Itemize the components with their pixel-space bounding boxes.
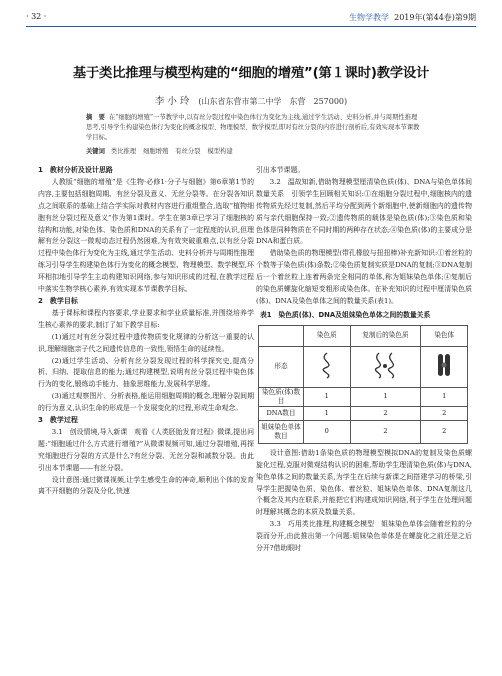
paragraph: 基于课标和课程内容要求,学业要求和学业质量标准,并围绕培养学生核心素养的要求,制订了如下教学目标:: [38, 308, 254, 329]
section-heading: 1 教材分析及设计思路: [38, 166, 113, 174]
author-name: 李小玲: [154, 96, 193, 107]
table-header-row: [259, 325, 468, 346]
journal-info: [349, 12, 476, 23]
goal-item: (3)通过观察图片、分析表格,能运用细胞周期的概念,理解分裂间期的行为意义,认识生命的形成是一个发展变化的过程,形成生命观念。: [38, 392, 254, 413]
journal-issue: 2019年(第44卷)第9期: [394, 13, 476, 22]
table-cell: 1: [304, 387, 351, 406]
abstract-label: 摘 要: [86, 114, 105, 121]
table-cell: 染色质: [304, 325, 351, 346]
keyword: 类比推理: [110, 148, 137, 155]
running-header: [26, 10, 476, 24]
abstract-text: 在“细胞的增殖”一节教学中,以有丝分裂过程中染色体行为变化为主线,通过学生活动、史料分析,并与周期性推理思考,引导学生构建染色体行为变化的概念模型、物理模型、数学模型,即对有丝分裂的内容进行剖析后,有效实现本节课教学目标。: [86, 114, 420, 141]
table-cell: 2: [350, 420, 421, 443]
table-title: 表1 染色质(体)、DNA及姐妹染色单体之间的数量关系: [260, 310, 431, 319]
table-cell: [259, 325, 304, 346]
table-row: [259, 387, 468, 406]
header-divider: [26, 26, 476, 27]
journal-name: 生物学教学: [349, 13, 390, 22]
author-affiliation: (山东省东营市第二中学 东营 257000): [198, 97, 348, 106]
goal-item: (2)通过学生活动、分析有丝分裂发现过程的科学探究史,提高分析、归纳、提取信息的能力;通过构建模型,说明有丝分裂过程中染色体行为的变化,锻炼动手能力、抽象思维能力,发展科学思维。: [38, 356, 254, 389]
keyword: 细胞增殖: [143, 148, 169, 155]
page-number: · 32 ·: [26, 12, 47, 21]
chromosome-diagram: [429, 350, 459, 380]
table-cell: 1: [421, 387, 468, 406]
table-row: [259, 406, 468, 420]
paragraph: 设计意图:通过微课视频,让学生感受生命的神奇,顺利出个体的发育离不开细胞的分裂及分化,快速: [38, 475, 254, 496]
quantity-table: [258, 325, 468, 444]
paragraph: 3.1 创设情境,导入新课 观看《人类胚胎发育过程》微课,提出问题:“细胞通过什么方式进行增殖?”从微课视频可知,通过分裂增殖,再探究细胞进行分裂的方式是什么?有丝分裂、无丝分裂和减数分裂。由此引出本节课题——有丝分裂。: [38, 427, 254, 472]
table-cell: 染色质(体)数目: [259, 387, 304, 406]
table-cell: [304, 346, 351, 387]
keyword: 有丝分裂: [175, 148, 201, 155]
table-cell: 2: [350, 406, 421, 420]
author-line: [0, 93, 502, 107]
table-cell: 形态: [259, 346, 304, 387]
paragraph: 借助染色质的物理模型(带孔橡胶与扭扭棒)补充新知识:①着丝粒的个数等于染色质(体)条数;②染色质复制实质是DNA的复制;③DNA复制后一个着丝粒上连着两条完全相同的单体,称为姐妹染色单体;④复制后的染色质螺旋化缩短变粗形成染色体。在补充知识的过程中厘清染色质(体)、DNA及染色单体之间的数量关系(表1)。: [256, 249, 472, 305]
paragraph: 设计意图:借助1条染色质的物理模型模拟DNA的复制及染色质螺旋化过程,克服对微观结构认识的困难,帮助学生理清染色质(体)与DNA,染色单体之间的数量关系,为学生在后续与新课之间搭建学习的桥梁,引导学生把握染色质、染色体、着丝粒、姐妹染色单体、DNA复制这几个概念及其内在联系,并能把它们构建成知识网络,利于学生在处理问题时理解其概念的本质及数量关系。: [256, 448, 472, 517]
abstract: [86, 113, 422, 143]
table-cell: 复制后的染色质: [350, 325, 421, 346]
table-cell: 染色体: [421, 325, 468, 346]
table-cell: DNA数目: [259, 406, 304, 420]
left-column: [38, 165, 254, 498]
keywords-label: 关键词: [86, 148, 105, 155]
keyword: 模型构建: [207, 148, 233, 155]
article-title: 基于类比推理与模型构建的“细胞的增殖”(第１课时)教学设计: [72, 66, 430, 81]
replicated-chromatin-diagram: [365, 350, 405, 380]
table-cell: 1: [304, 406, 351, 420]
paragraph: 人教版“细胞的增殖”是《生物·必修1·分子与细胞》第6章第1节的内容,主要包括细胞周期、有丝分裂及意义、无丝分裂等。在分裂各知识点之间联系的基础上结合学实际对教材内容进行重组整合,选取“植物细胞有丝分裂过程及意义”作为第1课时。学生在第3章已学习了细胞核的结构和功能,对染色体、染色质和DNA的关系有了一定程度的认识,但理解有丝分裂这一微观动态过程仍然困难,为有效突破重难点,以有丝分裂过程中染色体行为变化为主线,通过学生活动、史料分析并与周期性推理练习引导学生构建染色体行为变化的概念模型、物理模型、数学模型,环环相扣地引导学生主动构建知识网络,参与知识形成的过程,在教学过程中落实生物学核心素养,有效实现本节课教学目标。: [38, 177, 254, 294]
keywords: [86, 146, 422, 155]
table-cell: 1: [350, 387, 421, 406]
table-cell: 2: [421, 420, 468, 443]
table-cell: [421, 346, 468, 387]
right-column: [256, 165, 472, 555]
section-heading: 2 教学目标: [38, 296, 78, 305]
table-row: [259, 346, 468, 387]
table-cell: [350, 346, 421, 387]
table-cell: 0: [304, 420, 351, 443]
chromatin-diagram: [312, 350, 342, 380]
paragraph: 3.3 巧用类比推理,构建概念模型 姐妹染色单体会随着丝粒的分裂而分开,由此推出第一个问题:姐妹染色单体是在螺旋化之前还是之后分开?借助眼时: [256, 520, 472, 553]
table-cell: 2: [421, 406, 468, 420]
paragraph: 3.2 温故知新,借助物理模型厘清染色质(体)、DNA与染色单体间数量关系 引领学生回顾相关知识:①在细胞分裂过程中,细胞核内的遗传物质先经过复制,然后平均分配到两个新细胞中,使新细胞内的遗传物质与亲代细胞保持一致;②遗传物质的载体是染色质(体);③染色质和染色体是同种物质在不同时期的两种存在状态;④染色质(体)的主要成分是DNA和蛋白质。: [256, 177, 472, 246]
goal-item: (1)通过对有丝分裂过程中遗传物质变化规律的分析这一重要的认识,理解细胞亲子代之间遗传信息的一致性,领悟生命的延续性。: [38, 332, 254, 353]
table-cell: 姐妹染色单体数目: [259, 420, 304, 443]
table-row: [259, 420, 468, 443]
paragraph: 引出本节课题。: [256, 166, 305, 174]
section-heading: 3 教学过程: [38, 416, 78, 425]
